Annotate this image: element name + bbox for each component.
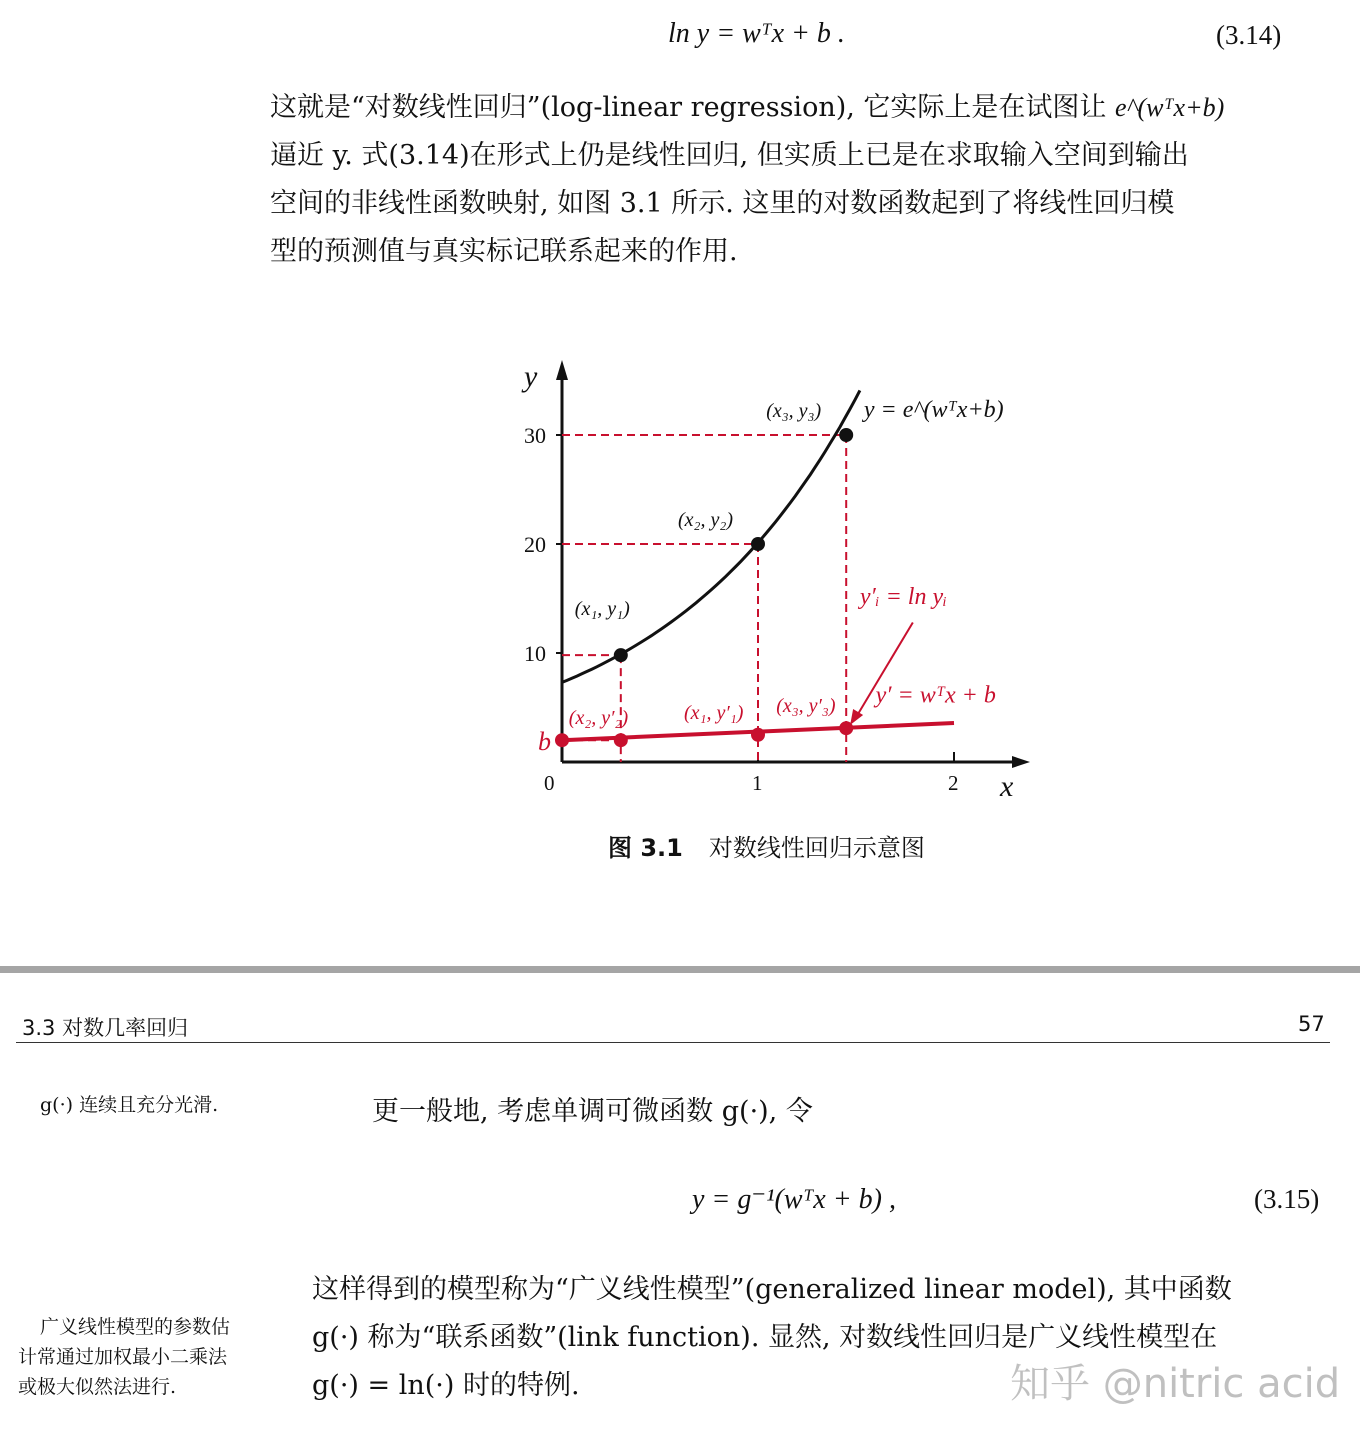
paragraph-3-line-1: 这样得到的模型称为“广义线性模型”(generalized linear model), 其中函数 <box>312 1274 1232 1305</box>
y-axis-label: y <box>524 360 538 393</box>
data-point-label: (x₂, y′₂) <box>568 707 629 730</box>
paragraph-1-line-2: 逼近 y. 式(3.14)在形式上仍是线性回归, 但实质上已是在求取输入空间到输出 <box>270 140 1189 171</box>
y-tick-label: 20 <box>524 532 546 557</box>
data-point-label: (x₁, y₁) <box>574 598 630 621</box>
series-name-exponential: y = e^(wᵀx+b) <box>863 397 1004 423</box>
paragraph-1-inline-math: e^(wᵀx+b) <box>1115 93 1225 122</box>
paragraph-3-line-3: g(·) = ln(·) 时的特例. <box>312 1370 580 1401</box>
section-header: 3.3 对数几率回归 <box>22 1016 189 1040</box>
figure-caption-label: 图 3.1 <box>608 834 683 862</box>
intercept-label: b <box>538 727 551 757</box>
paragraph-1-line-3: 空间的非线性函数映射, 如图 3.1 所示. 这里的对数函数起到了将线性回归模 <box>270 188 1175 219</box>
figure-caption <box>608 828 925 863</box>
data-point-intercept <box>555 733 569 747</box>
x-tick-label: 1 <box>752 771 763 795</box>
page-divider <box>0 966 1360 973</box>
watermark: 知乎 @nitric acid <box>1010 1361 1341 1407</box>
paragraph-1-line-4: 型的预测值与真实标记联系起来的作用. <box>270 236 738 267</box>
data-point <box>614 733 628 747</box>
margin-note-2-line-3: 或极大似然法进行. <box>18 1376 177 1398</box>
y-tick-label: 10 <box>524 641 546 666</box>
x-tick-label: 0 <box>544 771 555 795</box>
paragraph-1 <box>270 84 1224 276</box>
y-axis-arrow <box>556 360 568 380</box>
margin-note-2-line-2: 计常通过加权最小二乘法 <box>18 1346 228 1368</box>
data-point <box>614 648 628 662</box>
data-point-label: (x₃, y′₃) <box>776 695 836 718</box>
x-tick-label: 2 <box>948 771 959 795</box>
page-number: 57 <box>1298 1012 1325 1036</box>
margin-note-2 <box>18 1312 230 1402</box>
paragraph-2: 更一般地, 考虑单调可微函数 g(·), 令 <box>372 1096 813 1127</box>
x-axis-label: x <box>1000 770 1014 803</box>
figure-3-1-chart <box>500 350 1060 810</box>
data-point-label: (x₂, y₂) <box>678 509 733 531</box>
margin-note-2-line-1: 广义线性模型的参数估 <box>40 1316 231 1338</box>
data-point <box>751 537 765 551</box>
paragraph-1-line-1 <box>270 84 1224 132</box>
equation-3-14: ln y = wᵀx + b . <box>668 18 845 49</box>
data-point-label: (x₁, y′₁) <box>684 701 744 724</box>
data-point <box>751 728 765 742</box>
data-point-label: (x₃, y₃) <box>766 400 822 422</box>
paragraph-3-line-2: g(·) 称为“联系函数”(link function). 显然, 对数线性回归是广义线性模型在 <box>312 1322 1218 1353</box>
series-name-linear: y′ = wᵀx + b <box>875 682 996 709</box>
x-axis-arrow <box>1012 756 1030 768</box>
header-rule <box>16 1042 1330 1043</box>
equation-number-3-14: (3.14) <box>1216 20 1282 50</box>
margin-note-1: g(·) 连续且充分光滑. <box>40 1094 219 1116</box>
equation-3-15: y = g⁻¹(wᵀx + b) , <box>692 1184 896 1215</box>
annotation-arrow-head <box>850 709 863 725</box>
y-tick-label: 30 <box>524 423 546 448</box>
paragraph-1-line-1-text: 这就是“对数线性回归”(log-linear regression), 它实际上是在试图让 <box>270 92 1107 123</box>
annotation-ln: y′ᵢ = ln yᵢ <box>859 583 947 610</box>
equation-number-3-15: (3.15) <box>1254 1184 1320 1214</box>
data-point <box>839 428 853 442</box>
figure-caption-text: 对数线性回归示意图 <box>708 834 925 862</box>
